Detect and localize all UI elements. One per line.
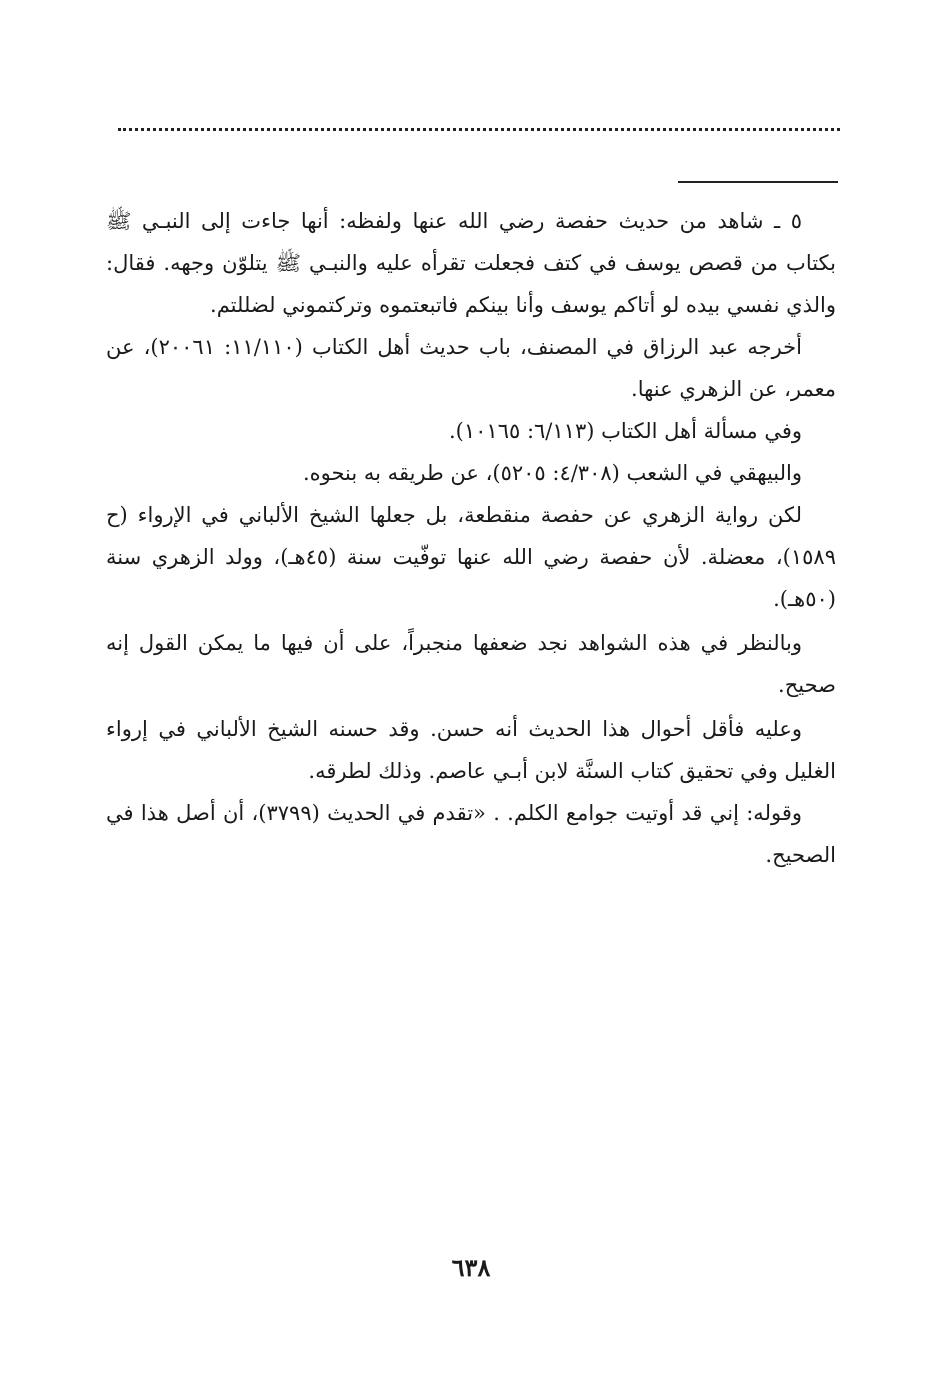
footnote-paragraph-7: وعليه فأقل أحوال هذا الحديث أنه حسن. وقد حسنه الشيخ الألباني في إرواء الغليل وفي تحقيق كتاب السنَّة لابن أبـي عاصم. وذلك لطرقه. xyxy=(106,717,836,783)
footnote-paragraph-1: ٥ ـ شاهد من حديث حفصة رضي الله عنها ولفظه: أنها جاءت إلى النبـي ﷺ بكتاب من قصص يوسف في كتف فجعلت تقرأه عليه والنبـي ﷺ يتلوّن وجهه. فقال: والذي نفسي بيده لو أتاكم يوسف وأنا بينكم فاتبعتموه وتركتموني لضللتم. xyxy=(106,209,836,317)
footnote-text-block xyxy=(106,200,836,876)
footnote-paragraph-4: والبيهقي في الشعب (٤/٣٠٨: ٥٢٠٥)، عن طريقه به بنحوه. xyxy=(302,461,802,485)
footnote-paragraph-8: وقوله: إني قد أوتيت جوامع الكلم. . «تقدم في الحديث (٣٧٩٩)، أن أصل هذا في الصحيح. xyxy=(106,801,836,867)
footnote-paragraph-3: وفي مسألة أهل الكتاب (٦/١١٣: ١٠١٦٥). xyxy=(448,419,802,443)
footnote-paragraph-2: أخرجه عبد الرزاق في المصنف، باب حديث أهل الكتاب (١١/١١٠: ٢٠٠٦١)، عن معمر، عن الزهري عنها. xyxy=(106,335,836,401)
footnote-paragraph-6: وبالنظر في هذه الشواهد نجد ضعفها منجبراً، على أن فيها ما يمكن القول إنه صحيح. xyxy=(106,631,836,697)
dotted-separator xyxy=(118,128,840,131)
footnote-paragraph-5: لكن رواية الزهري عن حفصة منقطعة، بل جعلها الشيخ الألباني في الإرواء (ح ١٥٨٩)، معضلة. لأن حفصة رضي الله عنها توفّيت سنة (٤٥هـ)، وولد الزهري سنة (٥٠هـ). xyxy=(106,503,836,611)
footnote-separator-line xyxy=(678,181,838,183)
page-number: ٦٣٨ xyxy=(451,1253,491,1282)
